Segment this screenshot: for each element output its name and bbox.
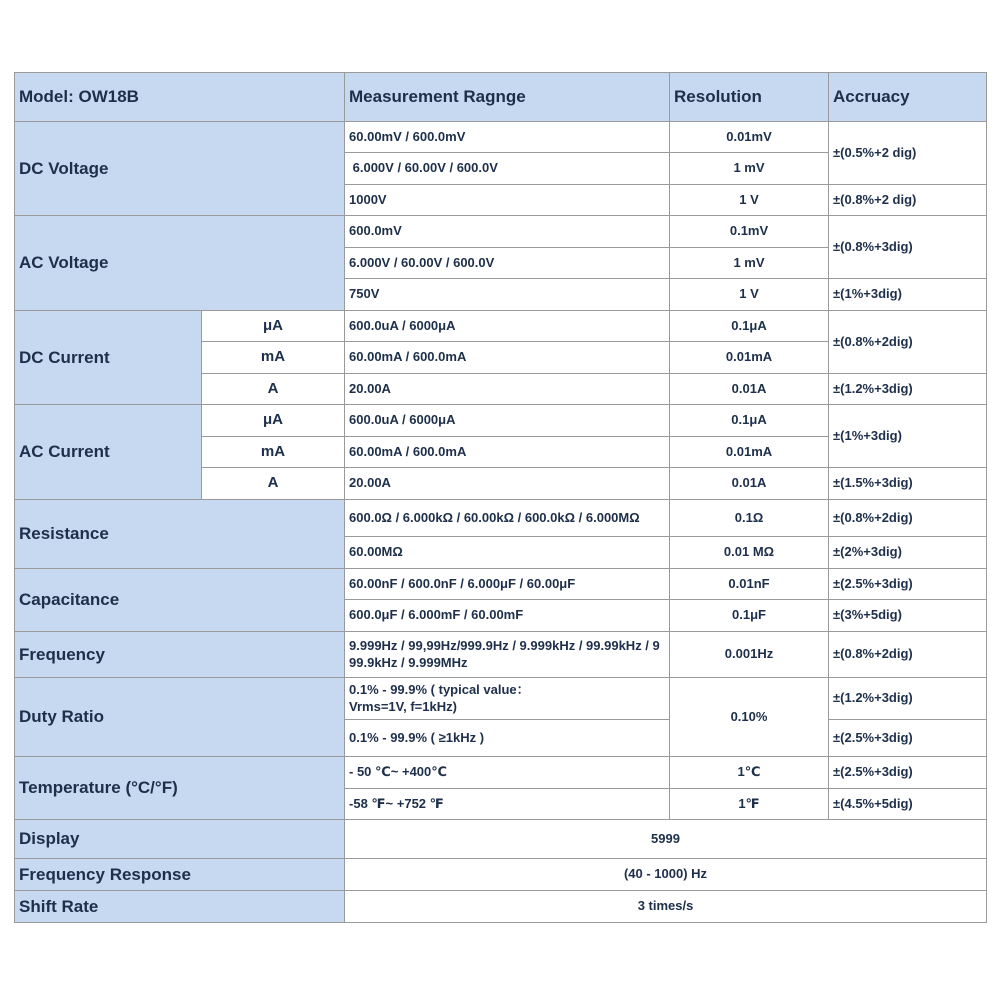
capacitance-resolution-1: 0.01nF	[670, 569, 829, 600]
resistance-resolution-2: 0.01 MΩ	[670, 537, 829, 569]
dc-current-accuracy-2: ±(1.2%+3dig)	[829, 374, 987, 405]
header-row	[15, 73, 987, 122]
dc-voltage-resolution-3: 1 V	[670, 185, 829, 216]
table-row	[15, 859, 987, 891]
duty-ratio-range-1: 0.1% - 99.9% ( typical value：Vrms=1V, f=1kHz)	[345, 678, 670, 720]
temperature-resolution-1: 1℃	[670, 757, 829, 789]
capacitance-accuracy-2: ±(3%+5dig)	[829, 600, 987, 632]
capacitance-range-1: 60.00nF / 600.0nF / 6.000μF / 60.00μF	[345, 569, 670, 600]
ac-voltage-resolution-1: 0.1mV	[670, 216, 829, 248]
table-row	[15, 311, 987, 342]
capacitance-accuracy-1: ±(2.5%+3dig)	[829, 569, 987, 600]
table-row	[15, 757, 987, 789]
dc-current-accuracy-1: ±(0.8%+2dig)	[829, 311, 987, 374]
ac-current-unit-3: A	[202, 468, 345, 500]
ac-current-unit-2: mA	[202, 437, 345, 468]
table-row	[15, 569, 987, 600]
ac-voltage-range-1: 600.0mV	[345, 216, 670, 248]
frequency-label: Frequency	[15, 632, 345, 678]
resistance-range-1: 600.0Ω / 6.000kΩ / 60.00kΩ / 600.0kΩ / 6.000MΩ	[345, 500, 670, 537]
frequency-response-label: Frequency Response	[15, 859, 345, 891]
dc-voltage-range-2: 6.000V / 60.00V / 600.0V	[345, 153, 670, 185]
header-range: Measurement Ragnge	[345, 73, 670, 122]
shift-rate-value: 3 times/s	[345, 891, 987, 923]
frequency-range: 9.999Hz / 99,99Hz/999.9Hz / 9.999kHz / 99.99kHz / 999.9kHz / 9.999MHz	[345, 632, 670, 678]
temperature-resolution-2: 1℉	[670, 789, 829, 820]
dc-current-resolution-3: 0.01A	[670, 374, 829, 405]
temperature-range-1: - 50 ℃~ +400℃	[345, 757, 670, 789]
table-row	[15, 216, 987, 248]
table-row	[15, 500, 987, 537]
ac-voltage-accuracy-2: ±(1%+3dig)	[829, 279, 987, 311]
spec-table	[14, 72, 987, 923]
duty-ratio-label: Duty Ratio	[15, 678, 345, 757]
ac-voltage-range-3: 750V	[345, 279, 670, 311]
display-value: 5999	[345, 820, 987, 859]
ac-current-range-2: 60.00mA / 600.0mA	[345, 437, 670, 468]
table-row	[15, 122, 987, 153]
resistance-range-2: 60.00MΩ	[345, 537, 670, 569]
capacitance-range-2: 600.0μF / 6.000mF / 60.00mF	[345, 600, 670, 632]
frequency-accuracy: ±(0.8%+2dig)	[829, 632, 987, 678]
temperature-accuracy-2: ±(4.5%+5dig)	[829, 789, 987, 820]
dc-current-label: DC Current	[15, 311, 202, 405]
dc-voltage-resolution-2: 1 mV	[670, 153, 829, 185]
temperature-label: Temperature (°C/°F)	[15, 757, 345, 820]
ac-voltage-label: AC Voltage	[15, 216, 345, 311]
dc-current-unit-3: A	[202, 374, 345, 405]
shift-rate-label: Shift Rate	[15, 891, 345, 923]
duty-ratio-range-2: 0.1% - 99.9% ( ≥1kHz )	[345, 720, 670, 757]
dc-current-resolution-2: 0.01mA	[670, 342, 829, 374]
ac-voltage-range-2: 6.000V / 60.00V / 600.0V	[345, 248, 670, 279]
display-label: Display	[15, 820, 345, 859]
table-row	[15, 820, 987, 859]
resistance-accuracy-2: ±(2%+3dig)	[829, 537, 987, 569]
ac-current-resolution-2: 0.01mA	[670, 437, 829, 468]
dc-voltage-accuracy-1: ±(0.5%+2 dig)	[829, 122, 987, 185]
ac-voltage-resolution-3: 1 V	[670, 279, 829, 311]
dc-voltage-label: DC Voltage	[15, 122, 345, 216]
table-row	[15, 891, 987, 923]
duty-ratio-accuracy-1: ±(1.2%+3dig)	[829, 678, 987, 720]
ac-current-range-3: 20.00A	[345, 468, 670, 500]
dc-voltage-resolution-1: 0.01mV	[670, 122, 829, 153]
temperature-accuracy-1: ±(2.5%+3dig)	[829, 757, 987, 789]
resistance-resolution-1: 0.1Ω	[670, 500, 829, 537]
resistance-accuracy-1: ±(0.8%+2dig)	[829, 500, 987, 537]
dc-voltage-range-3: 1000V	[345, 185, 670, 216]
ac-voltage-resolution-2: 1 mV	[670, 248, 829, 279]
dc-current-range-2: 60.00mA / 600.0mA	[345, 342, 670, 374]
dc-current-resolution-1: 0.1μA	[670, 311, 829, 342]
ac-current-unit-1: μA	[202, 405, 345, 437]
dc-voltage-range-1: 60.00mV / 600.0mV	[345, 122, 670, 153]
frequency-resolution: 0.001Hz	[670, 632, 829, 678]
table-row	[15, 678, 987, 720]
ac-current-label: AC Current	[15, 405, 202, 500]
dc-current-unit-2: mA	[202, 342, 345, 374]
capacitance-label: Capacitance	[15, 569, 345, 632]
header-resolution: Resolution	[670, 73, 829, 122]
ac-current-resolution-1: 0.1μA	[670, 405, 829, 437]
table-row	[15, 405, 987, 437]
dc-current-range-3: 20.00A	[345, 374, 670, 405]
duty-ratio-resolution: 0.10%	[670, 678, 829, 757]
ac-current-accuracy-2: ±(1.5%+3dig)	[829, 468, 987, 500]
dc-current-range-1: 600.0uA / 6000μA	[345, 311, 670, 342]
ac-current-range-1: 600.0uA / 6000μA	[345, 405, 670, 437]
header-accuracy: Accruacy	[829, 73, 987, 122]
header-model: Model: OW18B	[15, 73, 345, 122]
ac-current-resolution-3: 0.01A	[670, 468, 829, 500]
dc-current-unit-1: μA	[202, 311, 345, 342]
duty-ratio-accuracy-2: ±(2.5%+3dig)	[829, 720, 987, 757]
ac-voltage-accuracy-1: ±(0.8%+3dig)	[829, 216, 987, 279]
dc-voltage-accuracy-2: ±(0.8%+2 dig)	[829, 185, 987, 216]
table-row	[15, 632, 987, 678]
capacitance-resolution-2: 0.1μF	[670, 600, 829, 632]
resistance-label: Resistance	[15, 500, 345, 569]
ac-current-accuracy-1: ±(1%+3dig)	[829, 405, 987, 468]
temperature-range-2: -58 ℉~ +752 ℉	[345, 789, 670, 820]
frequency-response-value: (40 - 1000) Hz	[345, 859, 987, 891]
